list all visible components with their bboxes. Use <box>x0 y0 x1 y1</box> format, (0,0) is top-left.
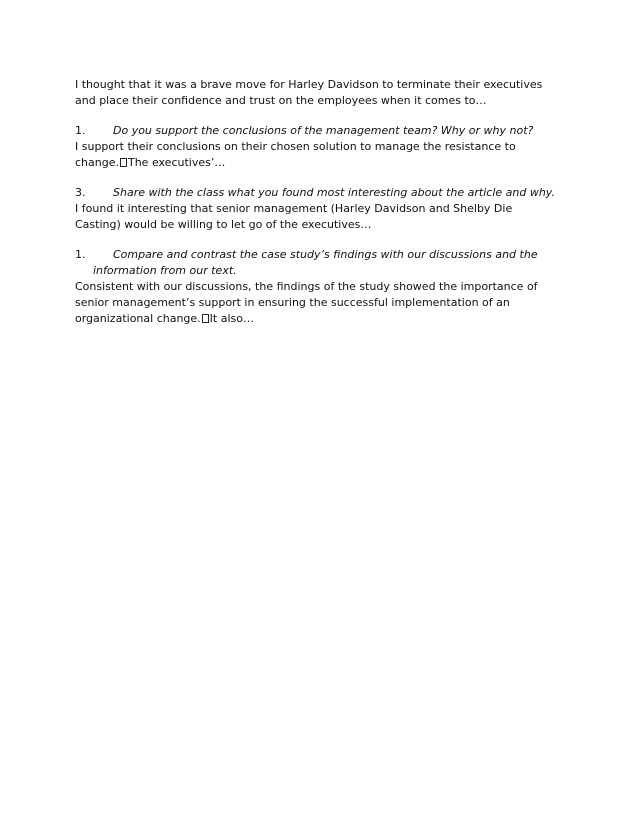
answer-text-a: organizational change. <box>75 312 201 325</box>
missing-glyph-box-icon <box>120 158 127 167</box>
question-heading <box>75 185 575 201</box>
question-text: Compare and contrast the case study’s findings with our discussions and the <box>113 248 538 261</box>
answer-line-3 <box>75 311 575 327</box>
answer-line-1: I found it interesting that senior management (Harley Davidson and Shelby Die <box>75 202 513 215</box>
intro-line-2: and place their confidence and trust on the employees when it comes to… <box>75 94 487 107</box>
question-number: 3. <box>75 186 86 199</box>
answer-line-1: I support their conclusions on their chosen solution to manage the resistance to <box>75 140 516 153</box>
answer-text-b: The executives’… <box>127 156 226 169</box>
question-block-4 <box>75 247 575 327</box>
question-block-3 <box>75 185 575 233</box>
answer-line-2: senior management’s support in ensuring the successful implementation of an <box>75 296 510 309</box>
missing-glyph-box-icon <box>202 314 209 323</box>
intro-line-1: I thought that it was a brave move for Harley Davidson to terminate their executives <box>75 78 543 91</box>
question-heading <box>75 123 575 139</box>
intro-paragraph <box>75 77 575 109</box>
question-heading <box>75 247 575 263</box>
question-number: 1. <box>75 248 86 261</box>
spacer <box>75 233 575 247</box>
question-number: 1. <box>75 124 86 137</box>
answer-line-1: Consistent with our discussions, the findings of the study showed the importance of <box>75 280 538 293</box>
answer-line-2: Casting) would be willing to let go of the executives… <box>75 218 372 231</box>
answer-text-b: It also… <box>209 312 254 325</box>
spacer <box>75 171 575 185</box>
answer-text-a: change. <box>75 156 119 169</box>
answer-line-2 <box>75 155 575 171</box>
question-text-continued: information from our text. <box>93 264 237 277</box>
spacer <box>75 109 575 123</box>
document-body <box>75 77 575 327</box>
question-text: Do you support the conclusions of the management team? Why or why not? <box>113 124 534 137</box>
question-text: Share with the class what you found most interesting about the article and why. <box>113 186 555 199</box>
question-block-1 <box>75 123 575 171</box>
